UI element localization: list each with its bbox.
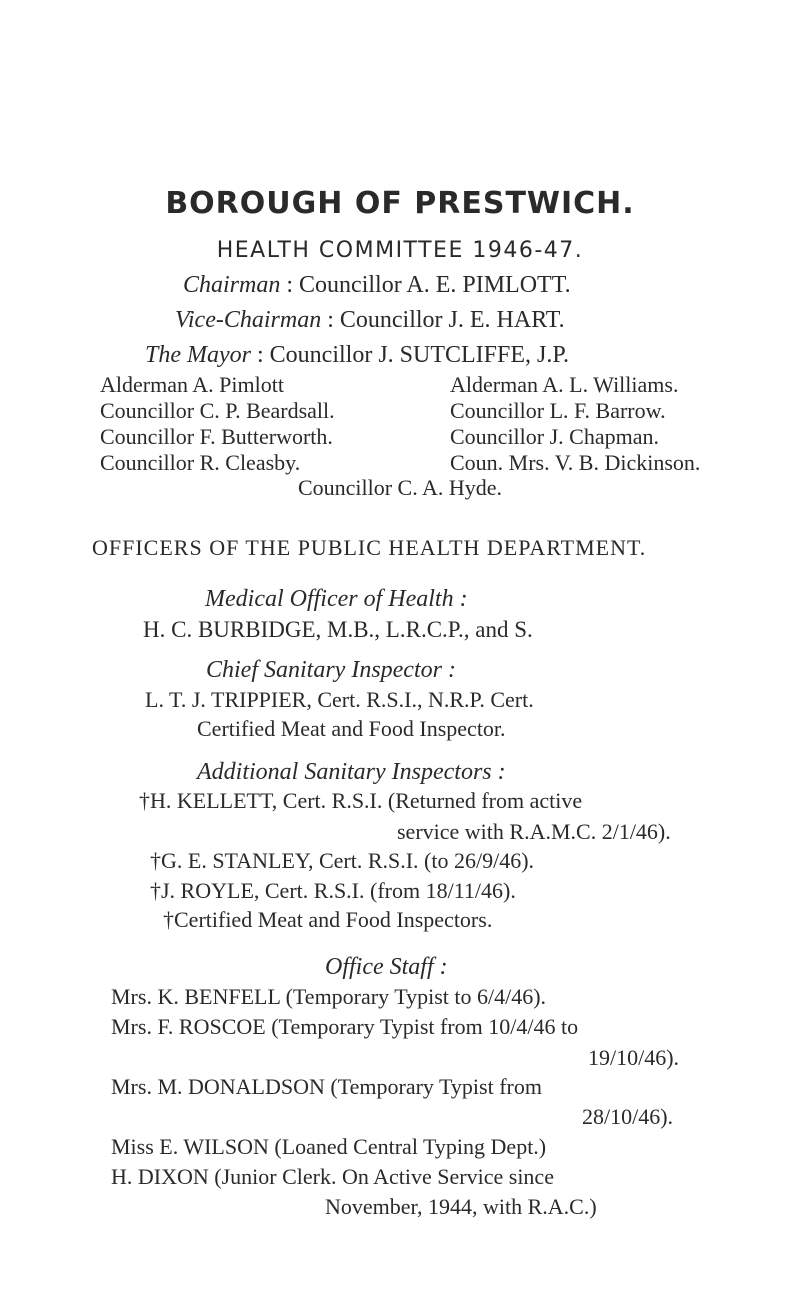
member-left-4: Councillor R. Cleasby.: [100, 450, 301, 475]
officers-heading: OFFICERS OF THE PUBLIC HEALTH DEPARTMENT.: [92, 535, 647, 560]
member-right-2: Councillor L. F. Barrow.: [450, 398, 666, 423]
office-line-8: November, 1944, with R.A.C.): [325, 1194, 597, 1219]
mayor-sep: :: [256, 342, 264, 368]
office-line-5: 28/10/46).: [582, 1104, 674, 1129]
mayor-label: The Mayor: [145, 342, 251, 368]
member-right-1: Alderman A. L. Williams.: [450, 372, 679, 397]
member-last: Councillor C. A. Hyde.: [297, 475, 503, 500]
mayor-line: [145, 342, 569, 369]
office-line-1: Mrs. K. BENFELL (Temporary Typist to 6/4/46).: [111, 984, 547, 1009]
moh-name: H. C. BURBIDGE, M.B., L.R.C.P., and S.: [143, 617, 533, 642]
member-left-1: Alderman A. Pimlott: [100, 372, 284, 397]
chairman-line: [183, 272, 571, 299]
office-heading: Office Staff :: [325, 954, 448, 980]
csi-line-2: Certified Meat and Food Inspector.: [197, 716, 506, 741]
asi-line-5: †Certified Meat and Food Inspectors.: [163, 907, 493, 932]
committee-heading: HEALTH COMMITTEE 1946-47.: [216, 238, 584, 263]
vice-chairman-label: Vice-Chairman: [175, 307, 322, 333]
office-line-2: Mrs. F. ROSCOE (Temporary Typist from 10/4/46 to: [111, 1014, 579, 1039]
office-line-3: 19/10/46).: [588, 1045, 680, 1070]
asi-line-3: †G. E. STANLEY, Cert. R.S.I. (to 26/9/46).: [150, 848, 535, 873]
office-line-4: Mrs. M. DONALDSON (Temporary Typist from: [111, 1074, 542, 1099]
vice-chairman-line: [175, 307, 565, 334]
chairman-value: Councillor A. E. PIMLOTT.: [299, 272, 571, 298]
page-title: BOROUGH OF PRESTWICH.: [165, 186, 635, 221]
asi-line-2: service with R.A.M.C. 2/1/46).: [397, 819, 671, 844]
mayor-value: Councillor J. SUTCLIFFE, J.P.: [269, 342, 570, 368]
chairman-sep: :: [286, 272, 294, 298]
member-left-2: Councillor C. P. Beardsall.: [100, 398, 335, 423]
member-right-3: Councillor J. Chapman.: [450, 424, 659, 449]
vice-chairman-value: Councillor J. E. HART.: [339, 307, 565, 333]
moh-heading: Medical Officer of Health :: [205, 586, 468, 612]
csi-line-1: L. T. J. TRIPPIER, Cert. R.S.I., N.R.P. Cert.: [145, 687, 534, 712]
chairman-label: Chairman: [183, 272, 281, 298]
office-line-6: Miss E. WILSON (Loaned Central Typing Dept.): [111, 1134, 547, 1159]
asi-line-1: †H. KELLETT, Cert. R.S.I. (Returned from active: [139, 788, 583, 813]
asi-heading: Additional Sanitary Inspectors :: [197, 759, 506, 785]
office-line-7: H. DIXON (Junior Clerk. On Active Service since: [111, 1164, 554, 1189]
member-right-4: Coun. Mrs. V. B. Dickinson.: [450, 450, 701, 475]
member-left-3: Councillor F. Butterworth.: [100, 424, 333, 449]
csi-heading: Chief Sanitary Inspector :: [206, 657, 456, 683]
vice-chairman-sep: :: [327, 307, 334, 333]
asi-line-4: †J. ROYLE, Cert. R.S.I. (from 18/11/46).: [150, 878, 516, 903]
